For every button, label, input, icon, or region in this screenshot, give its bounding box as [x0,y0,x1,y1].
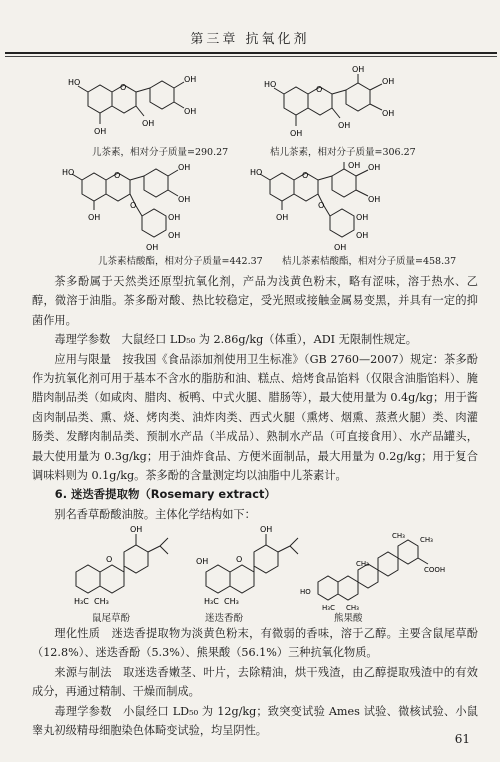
figure-caption: 桔儿茶素桔酸酯，相对分子质量=458.37 [282,256,457,267]
svg-text:OH: OH [94,127,107,136]
header-rule [5,52,497,54]
svg-text:OH: OH [168,213,181,222]
svg-text:OH: OH [276,213,289,222]
gallocatechin-structure [262,64,432,144]
svg-text:O: O [302,171,309,180]
svg-text:H₃C: H₃C [322,604,335,612]
svg-text:H₃C: H₃C [204,597,219,606]
svg-text:CH₃: CH₃ [94,597,109,606]
svg-text:COOH: COOH [424,566,446,574]
svg-text:OH: OH [168,231,181,240]
tea-polyphenol-section [32,272,478,524]
figure-label: 迷迭香酚 [205,613,244,624]
svg-text:OH: OH [382,77,395,86]
svg-text:OH: OH [178,163,191,172]
header-rule-thin [5,56,497,57]
svg-text:HO: HO [62,168,75,177]
svg-text:OH: OH [196,557,209,566]
paragraph: 应用与限量 按我国《食品添加剂使用卫生标准》（GB 2760—2007）规定：茶多酚作为抗氧化剂可用于基本不含水的脂肪和油、糕点、焙烤食品馅料（仅限含油脂馅料）、腌腊肉制品类（如咸肉、腊肉、板鸭、中式火腿、腊肠等），最大使用量为 0.4g/kg；用于酱卤肉制品类、熏、烧、烤肉类、油炸肉类、西式火腿（熏烤、烟熏、蒸煮火腿）类、肉灌肠类、发酵肉制品类、预制水产品（半成品）、熟制水产品（可直接食用）、水产品罐头，最大使用量为 0.3g/kg；用于油炸食品、方便米面制品，最大用量为 0.2g/kg；用于复合调味料则为 0.1g/kg。茶多酚的含量测定均以油脂中儿茶素计。 [32,352,478,483]
svg-text:OH: OH [178,195,191,204]
svg-text:OH: OH [348,161,361,170]
svg-text:CH₃: CH₃ [392,532,405,540]
svg-text:O: O [106,555,113,564]
svg-text:OH: OH [142,119,155,128]
svg-text:OH: OH [146,243,159,252]
svg-text:OH: OH [338,121,351,130]
svg-text:CH₃: CH₃ [420,536,433,544]
svg-text:OH: OH [260,525,273,534]
paragraph: 理化性质 迷迭香提取物为淡黄色粉末，有微弱的香味，溶于乙醇。主要含鼠尾草酚（12.8%）、迷迭香酚（5.3%）、熊果酸（56.1%）三种抗氧化物质。 [32,627,478,660]
svg-text:O: O [120,83,127,92]
svg-text:O: O [130,201,137,210]
svg-text:OH: OH [184,107,197,116]
figure-caption: 儿茶素桔酸酯，相对分子质量=442.37 [98,256,263,267]
figure-caption: 儿茶素，相对分子质量=290.27 [92,147,229,158]
rosemary-structures [56,522,456,612]
svg-text:HO: HO [250,168,263,177]
svg-text:O: O [114,171,121,180]
svg-text:OH: OH [382,109,395,118]
figure-label: 鼠尾草酚 [92,613,131,624]
svg-text:OH: OH [184,75,197,84]
svg-text:OH: OH [290,129,303,138]
svg-text:CH₃: CH₃ [356,560,369,568]
svg-text:CH₃: CH₃ [346,604,359,612]
rosemary-section [32,624,478,740]
svg-text:O: O [318,201,325,210]
chapter-header: 第三章 抗氧化剂 [190,32,310,47]
svg-text:OH: OH [356,231,369,240]
svg-text:HO: HO [264,80,277,89]
section-heading: 6. 迷迭香提取物（Rosemary extract） [54,487,276,502]
page-number: 61 [454,732,470,746]
svg-text:H₃C: H₃C [74,597,89,606]
svg-text:CH₃: CH₃ [224,597,239,606]
gallocatechin-gallate-structure [248,160,438,255]
paragraph: 别名香草酚酸油胺。主体化学结构如下： [54,507,256,521]
svg-text:OH: OH [368,163,381,172]
svg-text:O: O [316,85,323,94]
svg-text:HO: HO [300,588,311,596]
svg-text:OH: OH [130,525,143,534]
paragraph: 毒理学参数 小鼠经口 LD₅₀ 为 12g/kg；致突变试验 Ames 试验、微核试验、小鼠睾丸初级精母细胞染色体畸变试验，均呈阴性。 [32,704,478,738]
svg-text:OH: OH [88,213,101,222]
figure-caption: 桔儿茶素，相对分子质量=306.27 [270,147,416,158]
catechin-structure [66,64,226,144]
paragraph: 来源与制法 取迷迭香嫩茎、叶片，去除精油，烘干残渣，由乙醇提取残渣中的有效成分，再通过精制、干燥而制成。 [32,665,478,699]
catechin-gallate-structure [60,160,230,255]
svg-text:HO: HO [68,78,81,87]
figure-label: 熊果酸 [334,613,363,624]
svg-text:OH: OH [352,65,365,74]
paragraph: 毒理学参数 大鼠经口 LD₅₀ 为 2.86g/kg（体重），ADI 无限制性规定。 [54,333,417,347]
svg-text:OH: OH [356,213,369,222]
paragraph: 茶多酚属于天然类还原型抗氧化剂，产品为浅黄色粉末，略有涩味，溶于热水、乙醇，微溶于油脂。茶多酚对酸、热比较稳定，受光照或接触金属易变黑，并具有一定的抑菌作用。 [32,275,478,327]
svg-text:OH: OH [334,243,347,252]
svg-text:O: O [236,555,243,564]
svg-text:OH: OH [368,195,381,204]
